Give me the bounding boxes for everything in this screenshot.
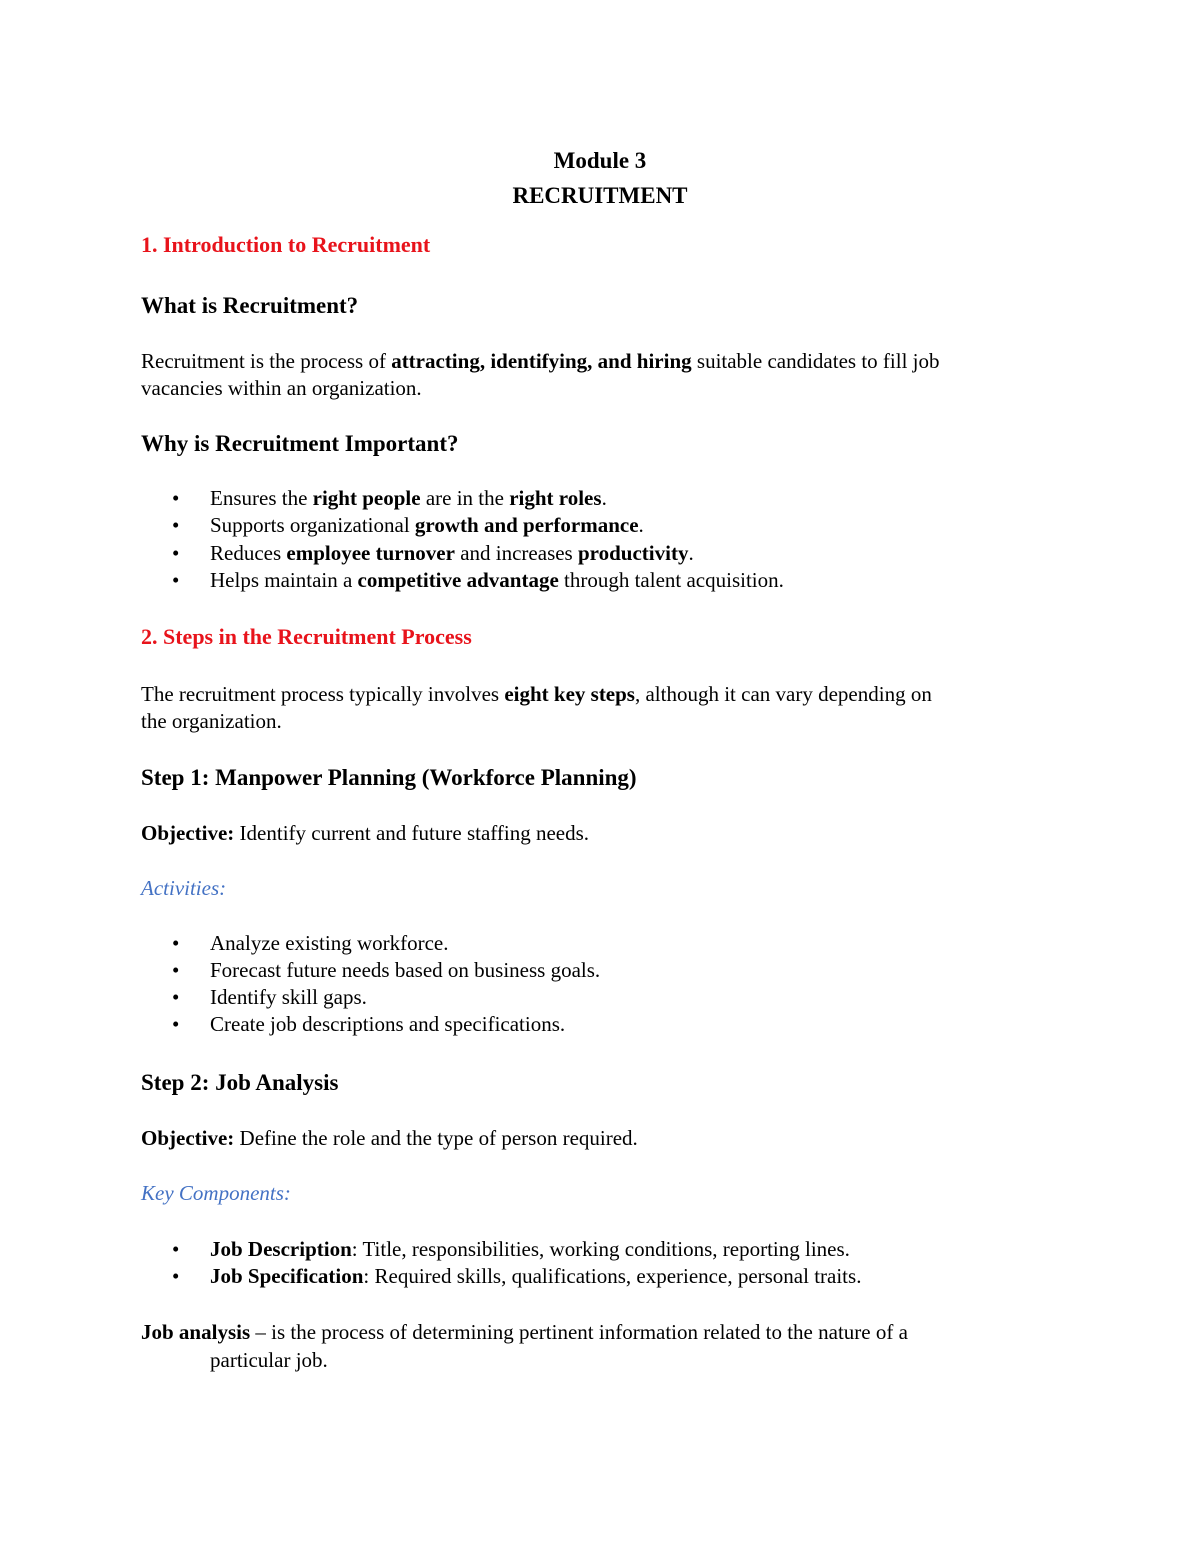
bullet-icon: • <box>172 1012 180 1036</box>
bullet-icon: • <box>172 1264 180 1288</box>
document-title: RECRUITMENT <box>512 183 688 208</box>
step-1-objective: Objective: Identify current and future staffing needs. <box>141 821 590 845</box>
definition-line-1: Recruitment is the process of attracting, identifying, and hiring suitable candidates to fill job <box>141 349 940 373</box>
list-item: • Helps maintain a competitive advantage through talent acquisition. <box>172 568 784 592</box>
list-item: • Job Description: Title, responsibilities, working conditions, reporting lines. <box>172 1237 850 1261</box>
list-item: • Ensures the right people are in the right roles. <box>172 486 607 510</box>
list-item: • Identify skill gaps. <box>172 985 367 1009</box>
job-analysis-definition: Job analysis – is the process of determining pertinent information related to the nature of a particular job. <box>141 1320 908 1372</box>
bullet-icon: • <box>172 486 180 510</box>
section-1-heading: 1. Introduction to Recruitment <box>141 232 431 257</box>
bullet-icon: • <box>172 958 180 982</box>
why-important-heading: Why is Recruitment Important? <box>141 431 459 456</box>
step-1-heading: Step 1: Manpower Planning (Workforce Planning) <box>141 765 637 790</box>
list-item: • Supports organizational growth and performance. <box>172 513 644 537</box>
step-2-objective: Objective: Define the role and the type of person required. <box>141 1126 638 1150</box>
list-item: • Job Specification: Required skills, qualifications, experience, personal traits. <box>172 1264 862 1288</box>
step-2-heading: Step 2: Job Analysis <box>141 1070 339 1095</box>
key-components-label: Key Components: <box>141 1181 291 1205</box>
list-item: • Reduces employee turnover and increases productivity. <box>172 541 694 565</box>
section-2-intro-line-2: the organization. <box>141 709 282 733</box>
what-is-recruitment-heading: What is Recruitment? <box>141 293 359 318</box>
section-2-heading: 2. Steps in the Recruitment Process <box>141 624 472 649</box>
list-item: • Forecast future needs based on business goals. <box>172 958 601 982</box>
list-item: • Analyze existing workforce. <box>172 931 449 955</box>
bullet-icon: • <box>172 541 180 565</box>
bullet-icon: • <box>172 985 180 1009</box>
bullet-icon: • <box>172 1237 180 1261</box>
module-number: Module 3 <box>553 148 647 173</box>
activities-label: Activities: <box>141 876 227 900</box>
bullet-icon: • <box>172 568 180 592</box>
list-item: • Create job descriptions and specifications. <box>172 1012 566 1036</box>
definition-line-2: vacancies within an organization. <box>141 376 422 400</box>
bullet-icon: • <box>172 931 180 955</box>
bullet-icon: • <box>172 513 180 537</box>
section-2-intro-line-1: The recruitment process typically involves eight key steps, although it can vary depending on <box>141 682 932 706</box>
